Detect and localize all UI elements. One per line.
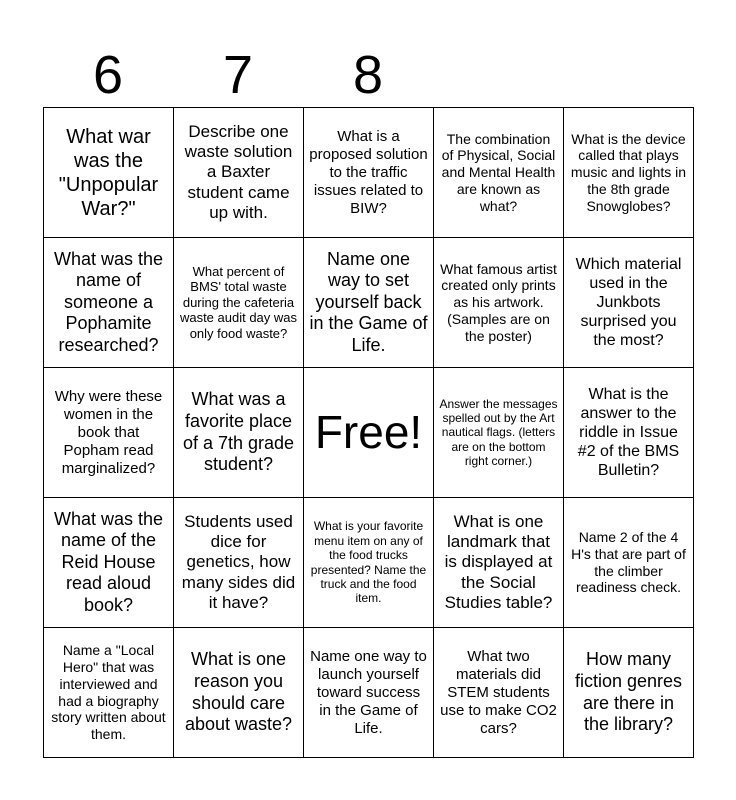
- bingo-cell[interactable]: Why were these women in the book that Popham read marginalized?: [44, 368, 174, 498]
- bingo-cell[interactable]: What war was the "Unpopular War?": [44, 108, 174, 238]
- bingo-cell[interactable]: What is the answer to the riddle in Issue #2 of the BMS Bulletin?: [564, 368, 694, 498]
- bingo-cell[interactable]: What famous artist created only prints as his artwork. (Samples are on the poster): [434, 238, 564, 368]
- bingo-cell[interactable]: What is the device called that plays music and lights in the 8th grade Snowglobes?: [564, 108, 694, 238]
- column-header-7: 7: [222, 45, 254, 105]
- bingo-cell[interactable]: What is one landmark that is displayed at the Social Studies table?: [434, 498, 564, 628]
- bingo-row: [44, 628, 694, 758]
- bingo-cell[interactable]: Which material used in the Junkbots surprised you the most?: [564, 238, 694, 368]
- bingo-cell[interactable]: What was the name of the Reid House read aloud book?: [44, 498, 174, 628]
- bingo-cell[interactable]: The combination of Physical, Social and Mental Health are known as what?: [434, 108, 564, 238]
- bingo-cell[interactable]: Name 2 of the 4 H's that are part of the climber readiness check.: [564, 498, 694, 628]
- bingo-row: [44, 498, 694, 628]
- bingo-cell[interactable]: What percent of BMS' total waste during the cafeteria waste audit day was only food waste?: [174, 238, 304, 368]
- bingo-row: [44, 368, 694, 498]
- bingo-cell[interactable]: What was the name of someone a Pophamite researched?: [44, 238, 174, 368]
- bingo-cell[interactable]: Name a "Local Hero" that was interviewed and had a biography story written about them.: [44, 628, 174, 758]
- bingo-cell[interactable]: Name one way to set yourself back in the Game of Life.: [304, 238, 434, 368]
- bingo-cell[interactable]: Name one way to launch yourself toward success in the Game of Life.: [304, 628, 434, 758]
- bingo-cell[interactable]: Students used dice for genetics, how many sides did it have?: [174, 498, 304, 628]
- bingo-cell[interactable]: What is one reason you should care about waste?: [174, 628, 304, 758]
- bingo-cell[interactable]: What is your favorite menu item on any of the food trucks presented? Name the truck and the food item.: [304, 498, 434, 628]
- bingo-row: [44, 238, 694, 368]
- bingo-board: [43, 107, 694, 758]
- column-header-8: 8: [352, 45, 384, 105]
- free-space[interactable]: Free!: [304, 368, 434, 498]
- bingo-cell[interactable]: How many fiction genres are there in the library?: [564, 628, 694, 758]
- bingo-cell[interactable]: What was a favorite place of a 7th grade student?: [174, 368, 304, 498]
- bingo-cell[interactable]: What two materials did STEM students use to make CO2 cars?: [434, 628, 564, 758]
- bingo-cell[interactable]: Describe one waste solution a Baxter student came up with.: [174, 108, 304, 238]
- bingo-cell[interactable]: Answer the messages spelled out by the Art nautical flags. (letters are on the bottom right corner.): [434, 368, 564, 498]
- bingo-cell[interactable]: What is a proposed solution to the traffic issues related to BIW?: [304, 108, 434, 238]
- bingo-row: [44, 108, 694, 238]
- column-header-6: 6: [92, 45, 124, 105]
